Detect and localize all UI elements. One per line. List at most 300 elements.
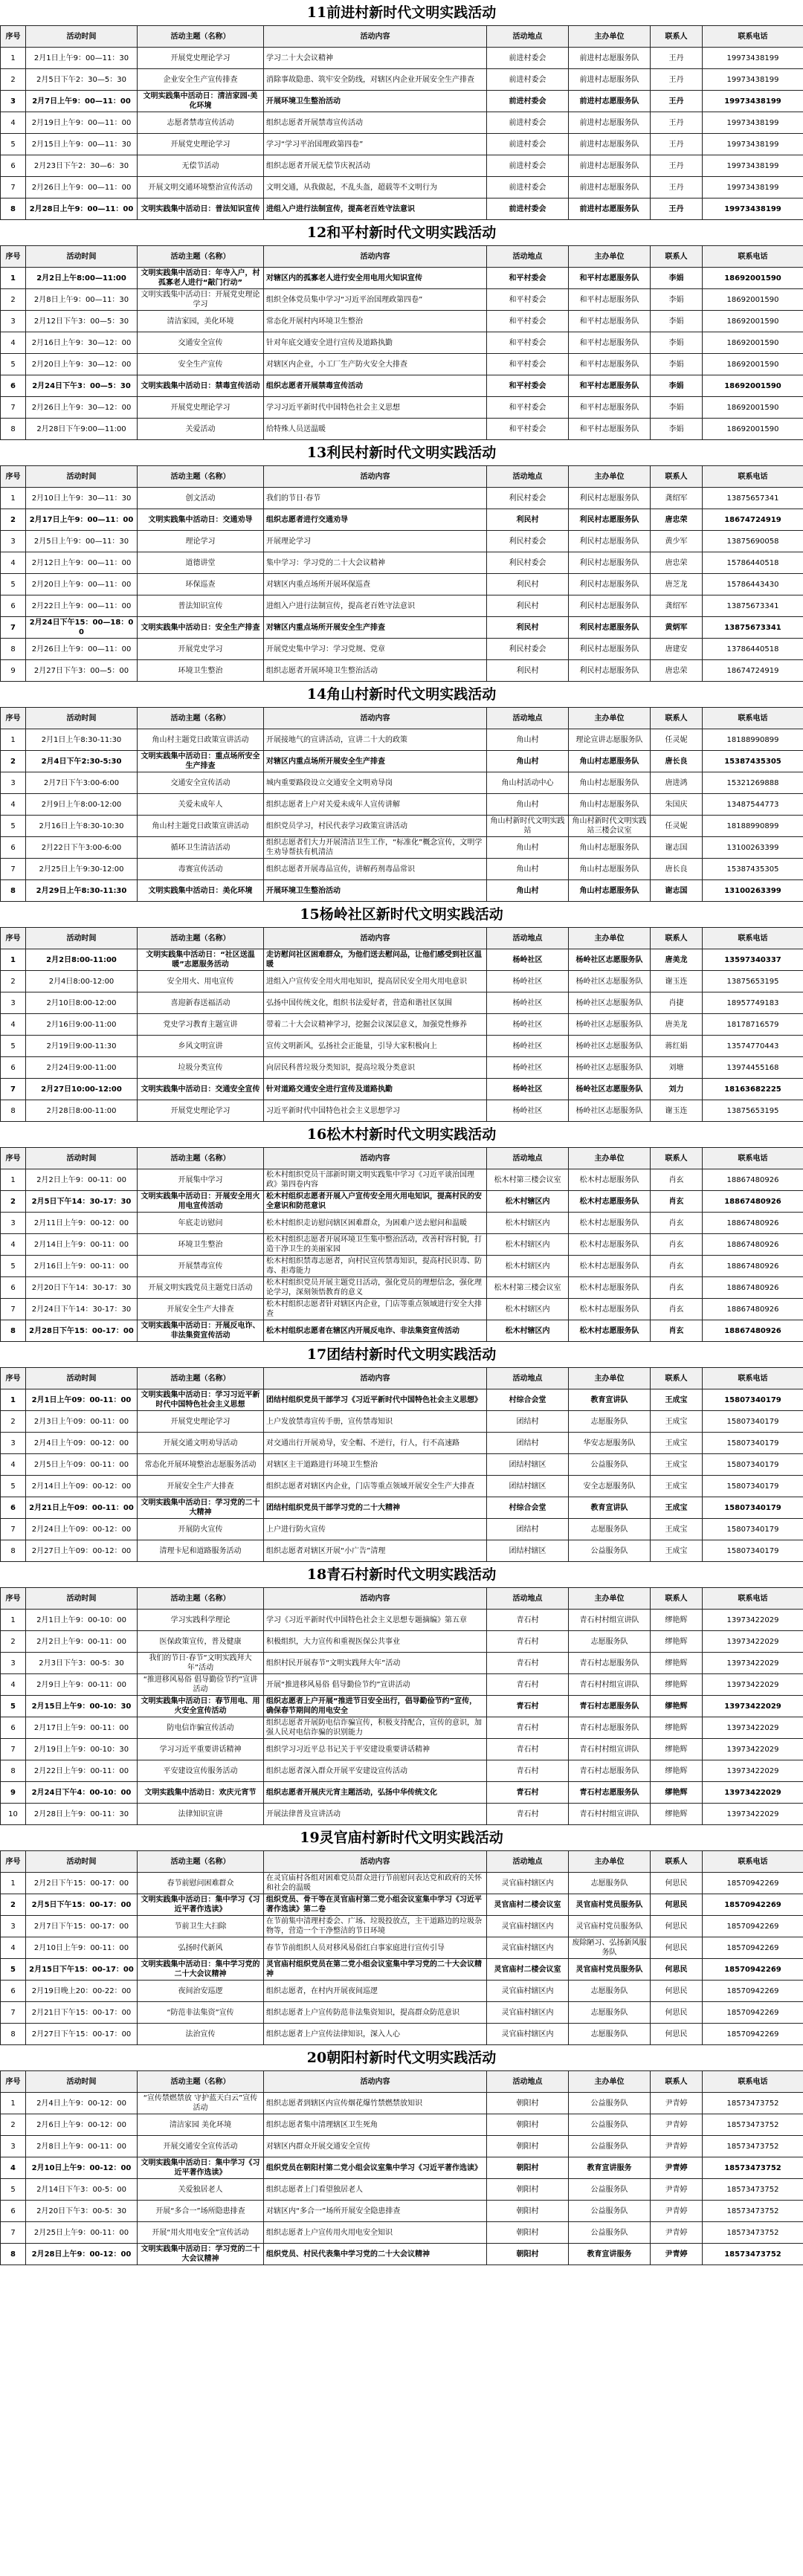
cell-no: 8 xyxy=(1,1760,26,1782)
cell-no: 2 xyxy=(1,2114,26,2136)
cell-name: 关爱未成年人 xyxy=(138,794,264,816)
cell-time: 2月12日下午3：00—5：30 xyxy=(26,311,138,332)
cell-no: 3 xyxy=(1,531,26,552)
cell-org: 杨岭社区志愿服务队 xyxy=(569,1057,651,1079)
cell-time: 2月24日下午3：00—5：30 xyxy=(26,375,138,397)
cell-contact: 王成宝 xyxy=(651,1389,703,1411)
table-row xyxy=(1,639,803,660)
cell-org: 前进村志愿服务队 xyxy=(569,155,651,177)
cell-no: 2 xyxy=(1,751,26,772)
cell-org: 公益服务队 xyxy=(569,1540,651,1562)
cell-phone: 13875657341 xyxy=(703,488,803,509)
cell-contact: 李娟 xyxy=(651,397,703,419)
header-place: 活动地点 xyxy=(487,928,569,949)
header-phone: 联系电话 xyxy=(703,1588,803,1610)
cell-contact: 王成宝 xyxy=(651,1497,703,1519)
cell-phone: 18573473752 xyxy=(703,2222,803,2244)
cell-contact: 王丹 xyxy=(651,91,703,112)
cell-no: 3 xyxy=(1,2136,26,2157)
cell-name: 文明实践集中活动日：清洁家园·美化环境 xyxy=(138,91,264,112)
header-name: 活动主题（名称） xyxy=(138,2071,264,2093)
section-title: 11前进村新时代文明实践活动 xyxy=(306,4,497,21)
cell-phone: 15786440518 xyxy=(703,552,803,574)
table-row xyxy=(1,1937,803,1959)
cell-place: 团结村 xyxy=(487,1433,569,1454)
cell-content: 进组入户宣传安全用火用电知识，提高居民安全用火用电意识 xyxy=(264,971,487,992)
cell-org: 理论宣讲志愿服务队 xyxy=(569,729,651,751)
cell-name: 垃圾分类宣传 xyxy=(138,1057,264,1079)
cell-name: 开展党史理论学习 xyxy=(138,1411,264,1433)
cell-org: 青石村村组宣讲队 xyxy=(569,1674,651,1696)
cell-contact: 尹青婷 xyxy=(651,2093,703,2114)
cell-name: 无偿节活动 xyxy=(138,155,264,177)
cell-org: 松木村志愿服务队 xyxy=(569,1169,651,1191)
cell-name: 企业安全生产宣传排查 xyxy=(138,69,264,91)
cell-phone: 18178716579 xyxy=(703,1014,803,1036)
table-header xyxy=(1,1148,803,1169)
cell-name: 文明实践集中活动日：集中学习《习近平著作选读》 xyxy=(138,2157,264,2179)
cell-name: 开展党史理论学习 xyxy=(138,397,264,419)
cell-place: 利民村 xyxy=(487,509,569,531)
cell-org: 志愿服务队 xyxy=(569,1519,651,1540)
cell-no: 4 xyxy=(1,1014,26,1036)
cell-place: 和平村委会 xyxy=(487,311,569,332)
activity-table xyxy=(0,1587,803,1825)
cell-time: 2月3日下午3：00-5：30 xyxy=(26,1653,138,1674)
cell-place: 前进村委会 xyxy=(487,177,569,198)
table-row xyxy=(1,198,803,220)
cell-contact: 何思民 xyxy=(651,1959,703,1981)
cell-org: 教育宣讲服务 xyxy=(569,2157,651,2179)
cell-no: 5 xyxy=(1,816,26,837)
cell-contact: 唐芝龙 xyxy=(651,574,703,595)
cell-contact: 李娟 xyxy=(651,332,703,354)
cell-name: 安全用火、用电宣传 xyxy=(138,971,264,992)
cell-phone: 13875673341 xyxy=(703,595,803,617)
cell-phone: 13973422029 xyxy=(703,1631,803,1653)
header-time: 活动时间 xyxy=(26,466,138,488)
cell-phone: 19973438199 xyxy=(703,177,803,198)
cell-content: 松木村组织走访慰问辖区困难群众，为困难户送去慰问和温暖 xyxy=(264,1213,487,1234)
header-content: 活动内容 xyxy=(264,708,487,729)
cell-time: 2月24日9:00-11:00 xyxy=(26,1057,138,1079)
cell-time: 2月10日上午9：30—11：30 xyxy=(26,488,138,509)
section xyxy=(0,440,803,682)
header-no: 序号 xyxy=(1,26,26,48)
cell-content: 集中学习：学习党的二十大会议精神 xyxy=(264,552,487,574)
cell-place: 和平村委会 xyxy=(487,397,569,419)
table-row xyxy=(1,2136,803,2157)
cell-place: 和平村委会 xyxy=(487,332,569,354)
cell-contact: 唐忠荣 xyxy=(651,552,703,574)
header-org: 主办单位 xyxy=(569,1588,651,1610)
cell-time: 2月20日下午3：00-5：30 xyxy=(26,2201,138,2222)
cell-no: 7 xyxy=(1,1739,26,1760)
cell-no: 1 xyxy=(1,949,26,971)
cell-no: 5 xyxy=(1,1696,26,1717)
section-title: 17团结村新时代文明实践活动 xyxy=(306,1346,497,1363)
cell-no: 3 xyxy=(1,772,26,794)
cell-content: 松木村组织党员干部新时期文明实践集中学习《习近平谈治国理政》第四卷内容 xyxy=(264,1169,487,1191)
header-place: 活动地点 xyxy=(487,2071,569,2093)
header-org: 主办单位 xyxy=(569,1851,651,1873)
cell-contact: 缪艳辉 xyxy=(651,1804,703,1825)
cell-name: 开展安全生产大排查 xyxy=(138,1476,264,1497)
table-row xyxy=(1,1036,803,1057)
header-contact: 联系人 xyxy=(651,26,703,48)
cell-org: 公益服务队 xyxy=(569,2201,651,2222)
cell-org: 志愿服务队 xyxy=(569,1411,651,1433)
cell-time: 2月28日上午9：00-11：30 xyxy=(26,1804,138,1825)
table-row xyxy=(1,2244,803,2265)
table-row xyxy=(1,1760,803,1782)
cell-no: 4 xyxy=(1,552,26,574)
cell-no: 1 xyxy=(1,1389,26,1411)
cell-place: 青石村 xyxy=(487,1674,569,1696)
cell-place: 朝阳村 xyxy=(487,2114,569,2136)
cell-place: 杨岭社区 xyxy=(487,992,569,1014)
cell-place: 青石村 xyxy=(487,1610,569,1631)
header-name: 活动主题（名称） xyxy=(138,708,264,729)
cell-time: 2月5日下午2：30—5：30 xyxy=(26,69,138,91)
cell-time: 2月19日上午9：00—11：00 xyxy=(26,112,138,134)
header-time: 活动时间 xyxy=(26,1588,138,1610)
cell-place: 灵官庙村辖区内 xyxy=(487,1916,569,1937)
header-name: 活动主题（名称） xyxy=(138,1588,264,1610)
section-title: 12和平村新时代文明实践活动 xyxy=(306,225,497,241)
cell-time: 2月10日上午9：00-12：00 xyxy=(26,2157,138,2179)
cell-content: 松木村组织禁毒志愿者，向村民宣传禁毒知识，提高村民识毒、防毒、拒毒能力 xyxy=(264,1256,487,1277)
cell-contact: 谢玉连 xyxy=(651,971,703,992)
cell-contact: 肖玄 xyxy=(651,1277,703,1299)
cell-place: 利民村委会 xyxy=(487,552,569,574)
cell-org: 志愿服务队 xyxy=(569,2002,651,2024)
cell-contact: 尹青婷 xyxy=(651,2136,703,2157)
cell-phone: 13973422029 xyxy=(703,1674,803,1696)
cell-time: 2月20日上午9：00—11：00 xyxy=(26,574,138,595)
table-row xyxy=(1,1476,803,1497)
cell-contact: 何思民 xyxy=(651,1937,703,1959)
cell-name: 法律知识宣讲 xyxy=(138,1804,264,1825)
cell-place: 青石村 xyxy=(487,1782,569,1804)
cell-org: 安全志愿服务队 xyxy=(569,1476,651,1497)
cell-phone: 18570942269 xyxy=(703,1916,803,1937)
cell-time: 2月4日上午09：00-12：00 xyxy=(26,1433,138,1454)
cell-no: 6 xyxy=(1,1057,26,1079)
cell-no: 10 xyxy=(1,1804,26,1825)
cell-contact: 缪艳辉 xyxy=(651,1782,703,1804)
cell-org: 公益服务队 xyxy=(569,2136,651,2157)
cell-contact: 王成宝 xyxy=(651,1476,703,1497)
cell-content: 开展环境卫生整治活动 xyxy=(264,91,487,112)
cell-no: 7 xyxy=(1,177,26,198)
cell-no: 7 xyxy=(1,1519,26,1540)
cell-place: 团结村 xyxy=(487,1519,569,1540)
cell-no: 2 xyxy=(1,1191,26,1213)
cell-content: 松木村组织志愿者开展环境卫生集中整治活动，改善村容村貌，打造干净卫生的美丽家园 xyxy=(264,1234,487,1256)
cell-phone: 18163682225 xyxy=(703,1079,803,1100)
cell-content: 在灵官庙村各组对困难党员群众进行节前慰问表达党和政府的关怀和社会的温暖 xyxy=(264,1873,487,1894)
cell-phone: 13973422029 xyxy=(703,1760,803,1782)
cell-content: 对交通出行开展劝导，安全帽、不逆行，行人，行不高速路 xyxy=(264,1433,487,1454)
cell-name: 清洁家园 美化环境 xyxy=(138,2114,264,2136)
table-row xyxy=(1,1389,803,1411)
table-row xyxy=(1,1169,803,1191)
cell-phone: 18573473752 xyxy=(703,2136,803,2157)
cell-phone: 18867480926 xyxy=(703,1299,803,1320)
cell-org: 公益服务队 xyxy=(569,2179,651,2201)
cell-org: 杨岭社区志愿服务队 xyxy=(569,992,651,1014)
table-row xyxy=(1,2179,803,2201)
cell-place: 朝阳村 xyxy=(487,2093,569,2114)
cell-contact: 唐建安 xyxy=(651,639,703,660)
cell-no: 8 xyxy=(1,639,26,660)
table-row xyxy=(1,1213,803,1234)
cell-time: 2月29日上午8:30-11:30 xyxy=(26,880,138,902)
cell-phone: 15807340179 xyxy=(703,1433,803,1454)
table-header xyxy=(1,928,803,949)
cell-content: 组织党员、骨干等在灵官庙村第二党小组会议室集中学习《习近平著作选读》第二卷 xyxy=(264,1894,487,1916)
header-org: 主办单位 xyxy=(569,1148,651,1169)
cell-no: 2 xyxy=(1,1894,26,1916)
section-title: 20朝阳村新时代文明实践活动 xyxy=(306,2050,497,2066)
table-row xyxy=(1,354,803,375)
header-name: 活动主题（名称） xyxy=(138,466,264,488)
cell-phone: 13574770443 xyxy=(703,1036,803,1057)
cell-place: 松木村辖区内 xyxy=(487,1299,569,1320)
cell-name: 角山村主题党日政策宣讲活动 xyxy=(138,729,264,751)
table-row xyxy=(1,397,803,419)
cell-org: 和平村志愿服务队 xyxy=(569,332,651,354)
cell-name: 开展交通安全宣传活动 xyxy=(138,2136,264,2157)
cell-contact: 肖玄 xyxy=(651,1169,703,1191)
cell-phone: 19973438199 xyxy=(703,198,803,220)
table-row xyxy=(1,859,803,880)
table-row xyxy=(1,1631,803,1653)
cell-phone: 18570942269 xyxy=(703,2024,803,2045)
cell-no: 1 xyxy=(1,729,26,751)
cell-place: 朝阳村 xyxy=(487,2157,569,2179)
cell-time: 2月7日下午15：00-17：00 xyxy=(26,1916,138,1937)
table-row xyxy=(1,1873,803,1894)
cell-no: 7 xyxy=(1,2222,26,2244)
cell-time: 2月27日下午15：00-17：00 xyxy=(26,2024,138,2045)
cell-place: 村综合会堂 xyxy=(487,1389,569,1411)
cell-content: 组织学习习近平总书记关于平安建设重要讲话精神 xyxy=(264,1739,487,1760)
table-row xyxy=(1,375,803,397)
cell-content: 我们的节日·春节 xyxy=(264,488,487,509)
cell-no: 8 xyxy=(1,1540,26,1562)
cell-content: 进组入户进行法制宣传，提高老百姓守法意识 xyxy=(264,198,487,220)
cell-no: 9 xyxy=(1,660,26,682)
cell-org: 公益服务队 xyxy=(569,2114,651,2136)
cell-name: 开展安全生产大排查 xyxy=(138,1299,264,1320)
cell-contact: 龚绍军 xyxy=(651,488,703,509)
cell-contact: 唐长良 xyxy=(651,751,703,772)
cell-time: 2月24日下午15：00—18：00 xyxy=(26,617,138,639)
cell-phone: 18573473752 xyxy=(703,2093,803,2114)
header-content: 活动内容 xyxy=(264,928,487,949)
cell-place: 角山村 xyxy=(487,859,569,880)
cell-content: 组织志愿者集中清理辖区卫生死角 xyxy=(264,2114,487,2136)
cell-contact: 谢志国 xyxy=(651,837,703,859)
section-title: 19灵官庙村新时代文明实践活动 xyxy=(300,1830,503,1846)
cell-content: 针对年底交通安全进行宣传及道路执勤 xyxy=(264,332,487,354)
cell-place: 灵官庙村辖区内 xyxy=(487,1981,569,2002)
cell-time: 2月22日上午9：00-11：00 xyxy=(26,1760,138,1782)
cell-name: 文明实践集中活动日：美化环境 xyxy=(138,880,264,902)
cell-contact: 刘塘 xyxy=(651,1057,703,1079)
cell-no: 7 xyxy=(1,1299,26,1320)
cell-place: 杨岭社区 xyxy=(487,1014,569,1036)
cell-no: 6 xyxy=(1,1981,26,2002)
cell-time: 2月5日上午09：00-11：00 xyxy=(26,1454,138,1476)
header-no: 序号 xyxy=(1,246,26,268)
cell-org: 杨岭社区志愿服务队 xyxy=(569,1014,651,1036)
header-time: 活动时间 xyxy=(26,1368,138,1389)
cell-org: 教育宣讲服务 xyxy=(569,2244,651,2265)
cell-place: 利民村 xyxy=(487,595,569,617)
table-row xyxy=(1,992,803,1014)
cell-place: 前进村委会 xyxy=(487,134,569,155)
cell-place: 松木村第三楼会议室 xyxy=(487,1169,569,1191)
cell-phone: 19973438199 xyxy=(703,48,803,69)
cell-phone: 15321269888 xyxy=(703,772,803,794)
cell-no: 2 xyxy=(1,1411,26,1433)
cell-contact: 王成宝 xyxy=(651,1540,703,1562)
cell-contact: 王丹 xyxy=(651,155,703,177)
cell-no: 6 xyxy=(1,1277,26,1299)
cell-org: 杨岭社区志愿服务队 xyxy=(569,971,651,992)
table-header xyxy=(1,26,803,48)
cell-contact: 李娟 xyxy=(651,419,703,440)
header-contact: 联系人 xyxy=(651,2071,703,2093)
cell-name: 喜迎新春送福活动 xyxy=(138,992,264,1014)
cell-no: 4 xyxy=(1,332,26,354)
cell-place: 杨岭社区 xyxy=(487,1100,569,1122)
cell-contact: 缪艳辉 xyxy=(651,1674,703,1696)
table-row xyxy=(1,1277,803,1299)
table-row xyxy=(1,2002,803,2024)
cell-time: 2月24日下午4：00-10：00 xyxy=(26,1782,138,1804)
cell-no: 5 xyxy=(1,2179,26,2201)
cell-time: 2月17日上午9：00-11：00 xyxy=(26,1717,138,1739)
table-row xyxy=(1,1959,803,1981)
cell-content: 对辖区内群众开展交通安全宣传 xyxy=(264,2136,487,2157)
cell-org: 和平村志愿服务队 xyxy=(569,375,651,397)
cell-no: 6 xyxy=(1,1497,26,1519)
cell-time: 2月1日上午9：00—11：30 xyxy=(26,48,138,69)
cell-place: 前进村委会 xyxy=(487,198,569,220)
cell-org: 角山村志愿服务队 xyxy=(569,880,651,902)
cell-time: 2月4日上午9：00-12：00 xyxy=(26,2093,138,2114)
cell-no: 3 xyxy=(1,311,26,332)
cell-name: 常态化开展环境整治志愿服务活动 xyxy=(138,1454,264,1476)
cell-time: 2月12日上午9：00—11：00 xyxy=(26,552,138,574)
cell-name: 文明实践集中活动日：普法知识宣传 xyxy=(138,198,264,220)
cell-time: 2月24日上午09：00-12：00 xyxy=(26,1519,138,1540)
cell-contact: 何思民 xyxy=(651,1981,703,2002)
cell-phone: 18692001590 xyxy=(703,419,803,440)
cell-org: 利民村志愿服务队 xyxy=(569,617,651,639)
table-header xyxy=(1,708,803,729)
header-content: 活动内容 xyxy=(264,1368,487,1389)
cell-org: 和平村志愿服务队 xyxy=(569,289,651,311)
cell-content: 开展环境卫生整治活动 xyxy=(264,880,487,902)
cell-place: 杨岭社区 xyxy=(487,949,569,971)
table-row xyxy=(1,1674,803,1696)
table-row xyxy=(1,531,803,552)
cell-contact: 尹青婷 xyxy=(651,2114,703,2136)
header-place: 活动地点 xyxy=(487,26,569,48)
cell-phone: 19973438199 xyxy=(703,91,803,112)
cell-phone: 18867480926 xyxy=(703,1213,803,1234)
table-row xyxy=(1,1916,803,1937)
cell-org: 杨岭社区志愿服务队 xyxy=(569,949,651,971)
section xyxy=(0,1122,803,1342)
cell-content: 组织党员、村民代表集中学习党的二十大会议精神 xyxy=(264,2244,487,2265)
cell-contact: 王丹 xyxy=(651,198,703,220)
header-content: 活动内容 xyxy=(264,26,487,48)
cell-no: 4 xyxy=(1,1454,26,1476)
cell-time: 2月9日上午9：00-11：00 xyxy=(26,1674,138,1696)
table-row xyxy=(1,2024,803,2045)
cell-no: 5 xyxy=(1,1476,26,1497)
cell-phone: 13875653195 xyxy=(703,1100,803,1122)
cell-phone: 13875690058 xyxy=(703,531,803,552)
cell-time: 2月16日上午9：00-11：00 xyxy=(26,1256,138,1277)
cell-contact: 肖玄 xyxy=(651,1256,703,1277)
cell-name: 开展文明实践党员主题党日活动 xyxy=(138,1277,264,1299)
cell-contact: 尹青婷 xyxy=(651,2179,703,2201)
cell-time: 2月21日上午09：00-11：00 xyxy=(26,1497,138,1519)
cell-content: 对辖区内重点场所开展安全生产排查 xyxy=(264,751,487,772)
cell-org: 利民村志愿服务队 xyxy=(569,639,651,660)
header-time: 活动时间 xyxy=(26,928,138,949)
cell-org: 松木村志愿服务队 xyxy=(569,1320,651,1342)
cell-name: 开展集中学习 xyxy=(138,1169,264,1191)
cell-phone: 13100263399 xyxy=(703,837,803,859)
table-row xyxy=(1,1079,803,1100)
cell-place: 利民村委会 xyxy=(487,488,569,509)
cell-phone: 18692001590 xyxy=(703,311,803,332)
cell-name: 文明实践集中活动日：学习党的二十大会议精神 xyxy=(138,2244,264,2265)
cell-org: 利民村志愿服务队 xyxy=(569,509,651,531)
cell-place: 角山村活动中心 xyxy=(487,772,569,794)
cell-phone: 15807340179 xyxy=(703,1519,803,1540)
cell-phone: 13100263399 xyxy=(703,880,803,902)
cell-no: 2 xyxy=(1,509,26,531)
cell-org: 前进村志愿服务队 xyxy=(569,134,651,155)
cell-time: 2月10日上午9：00-11：00 xyxy=(26,1937,138,1959)
cell-time: 2月22日上午9：00—11：00 xyxy=(26,595,138,617)
cell-time: 2月24日下午14：30-17：30 xyxy=(26,1299,138,1320)
cell-contact: 缪艳辉 xyxy=(651,1631,703,1653)
cell-time: 2月20日上午9：30—12：00 xyxy=(26,354,138,375)
cell-no: 1 xyxy=(1,1610,26,1631)
cell-name: 角山村主题党日政策宣讲活动 xyxy=(138,816,264,837)
header-content: 活动内容 xyxy=(264,1588,487,1610)
cell-phone: 19973438199 xyxy=(703,134,803,155)
cell-place: 青石村 xyxy=(487,1739,569,1760)
cell-content: 习近平新时代中国特色社会主义思想学习 xyxy=(264,1100,487,1122)
table-row xyxy=(1,729,803,751)
cell-content: 上户进行防火宣传 xyxy=(264,1519,487,1540)
cell-no: 8 xyxy=(1,1320,26,1342)
cell-content: 组织志愿者上门看望独居老人 xyxy=(264,2179,487,2201)
cell-name: 理论学习 xyxy=(138,531,264,552)
cell-content: 学习二十大会议精神 xyxy=(264,48,487,69)
